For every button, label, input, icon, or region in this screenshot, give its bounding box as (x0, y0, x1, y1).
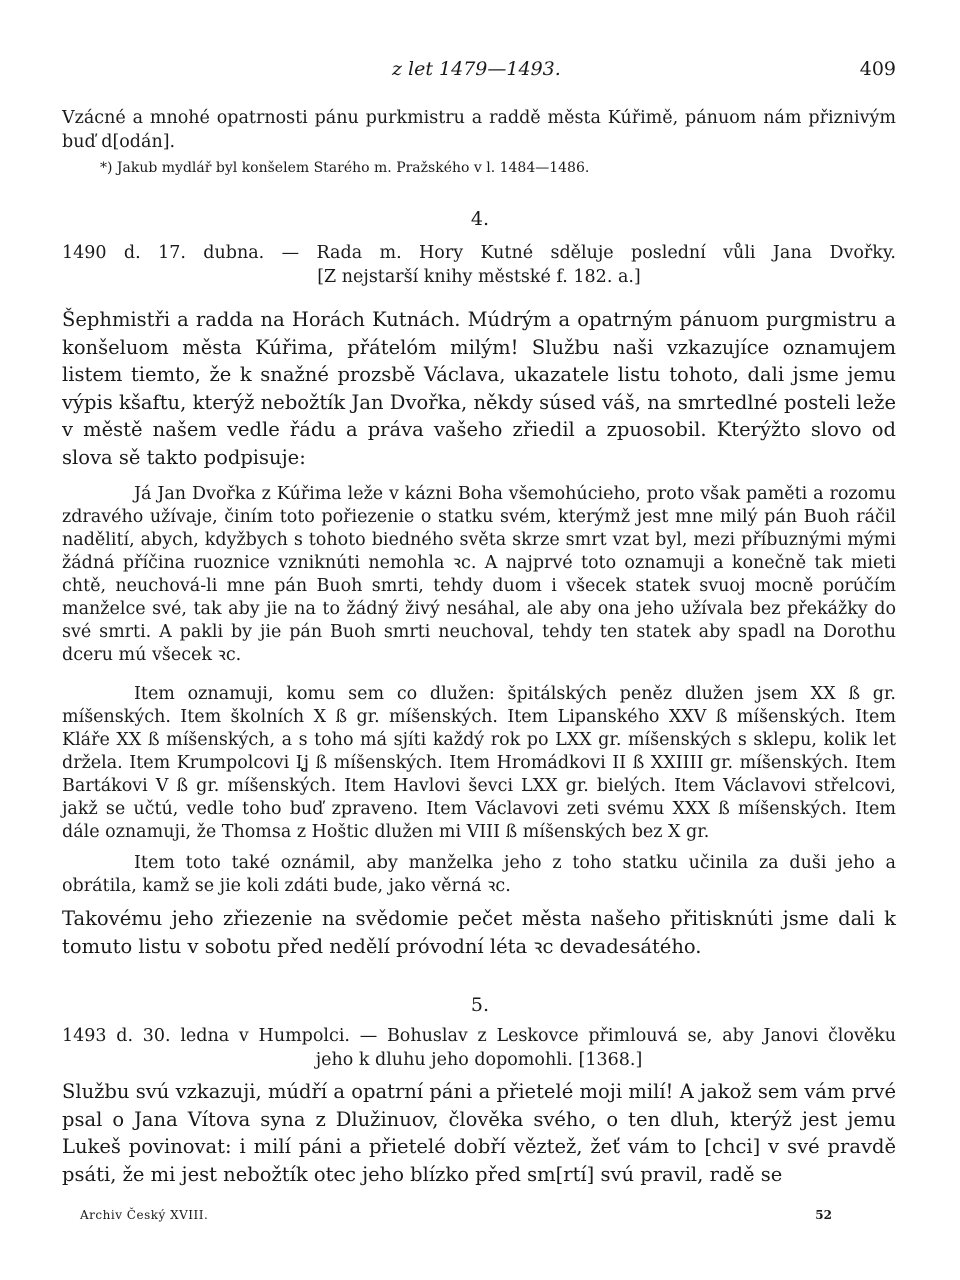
running-title: z let 1479—1493. (392, 58, 561, 80)
document-5-text: Službu svú vzkazuji, múdří a opatrní páni a přietelé moji milí! A jakož sem vám prvé psal o Jana Vítova syna z Dlužinuov, člověka svého, o ten dluh, kterýž jest jemu Lukeš povinovat: i milí páni a přietelé dobří věztež, žeť vám to [chci] v své pravdě psáti, že mi jest nebožtík otec jeho blízko před sm[rtí] svú pravil, radě se (62, 1080, 896, 1186)
document-4-regest: 1490 d. 17. dubna. — Rada m. Hory Kutné sděluje poslední vůli Jana Dvořky. (62, 243, 896, 263)
will-paragraph-3: Item toto také oznámil, aby manželka jeho z toho statku učinila za duši jeho a obrátila, kamž se jie koli zdáti bude, jako věrná ꝛc. (62, 853, 896, 896)
document-5-source: jeho k dluhu jeho dopomohli. [1368.] (315, 1050, 643, 1070)
page-header (62, 58, 896, 88)
sheet-number: 52 (815, 1208, 832, 1222)
intro-address: Vzácné a mnohé opatrnosti pánu purkmistru a raddě města Kúřimě, pánuom nám přiznivým buď d[odán]. (62, 108, 896, 152)
document-4-source: [Z nejstarší knihy městské f. 182. a.] (317, 267, 641, 287)
document-number-4: 4. (470, 208, 490, 230)
will-paragraph-1: Já Jan Dvořka z Kúřima leže v kázni Boha všemohúcieho, proto však paměti a rozomu zdravého užívaje, činím toto pořiezenie o statku svém, kterýmž jest mne milý pán Buoh ráčil nadělití, abych, kdyžbych s tohoto biedného světa skrze smrt vzat byl, mezi příbuznými mými žádná příčina ruoznice vzniknúti nemohla ꝛc. A najprvé toto oznamuji a konečně tak mieti chtě, neuchová-li mne pán Buoh smrti, tehdy duom i všecek statek svuoj mocně porúčím manželce své, tak aby jie na to žádný živý nesáhal, ale aby ona jeho užívala bez překážky do své smrti. A pakli by jie pán Buoh smrti neuchoval, tehdy ten statek aby spadl na Dorothu dceru mú všecek ꝛc. (62, 484, 896, 665)
document-number-5: 5. (470, 994, 490, 1016)
document-5-heading (62, 1024, 896, 1072)
document-5-regest: 1493 d. 30. ledna v Humpolci. — Bohuslav z Leskovce přimlouvá se, aby Janovi člověku (62, 1026, 896, 1046)
signature-mark: Archiv Český XVIII. (80, 1208, 209, 1222)
document-4-heading (62, 241, 896, 289)
document-4-closing: Takovému jeho zřiezenie na svědomie pečet města našeho přitisknúti jsme dali k tomuto listu v sobotu před nedělí próvodní léta ꝛc devadesátého. (62, 907, 896, 958)
page-footer (62, 1208, 896, 1230)
will-paragraph-2: Item oznamuji, komu sem co dlužen: špitálských peněz dlužen jsem XX ß gr. míšenských. Item školních X ß gr. míšenských. Item Lipanského XXV ß míšenských. Item Kláře XX ß míšenských, a s toho má sjíti každý rok po LXX gr. míšenských s sklepu, kolik let držela. Item Krumpolcovi Iʝ ß míšenských. Item Hromádkovi II ß XXIIII gr. míšenských. Item Bartákovi V ß gr. míšenských. Item Havlovi ševci LXX gr. bielých. Item Václavovi střelcovi, jakž se učtú, vedle toho buď zpraveno. Item Václavovi zeti svému XXX ß míšenských. Item dále oznamuji, že Thomsa z Hoštic dlužen mi VIII ß míšenských bez X gr. (62, 684, 896, 842)
footnote: *) Jakub mydlář byl konšelem Starého m. Pražského v l. 1484—1486. (100, 160, 590, 176)
page-number: 409 (859, 58, 896, 80)
document-4-opening: Šephmistři a radda na Horách Kutnách. Múdrým a opatrným pánuom purgmistru a konšeluom města Kúřima, přátelóm milým! Službu naši vzkazujíce oznamujem listem tiemto, že k snažné prozsbě Václava, ukazatele listu tohoto, dali jsme jemu výpis kšaftu, kterýž nebožtík Jan Dvořka, někdy súsed váš, na smrtedlné posteli leže v městě našem vedle řádu a práva vašeho zřiedil a zpuosobil. Kterýžto slovo od slova sě takto podpisuje: (62, 308, 896, 469)
